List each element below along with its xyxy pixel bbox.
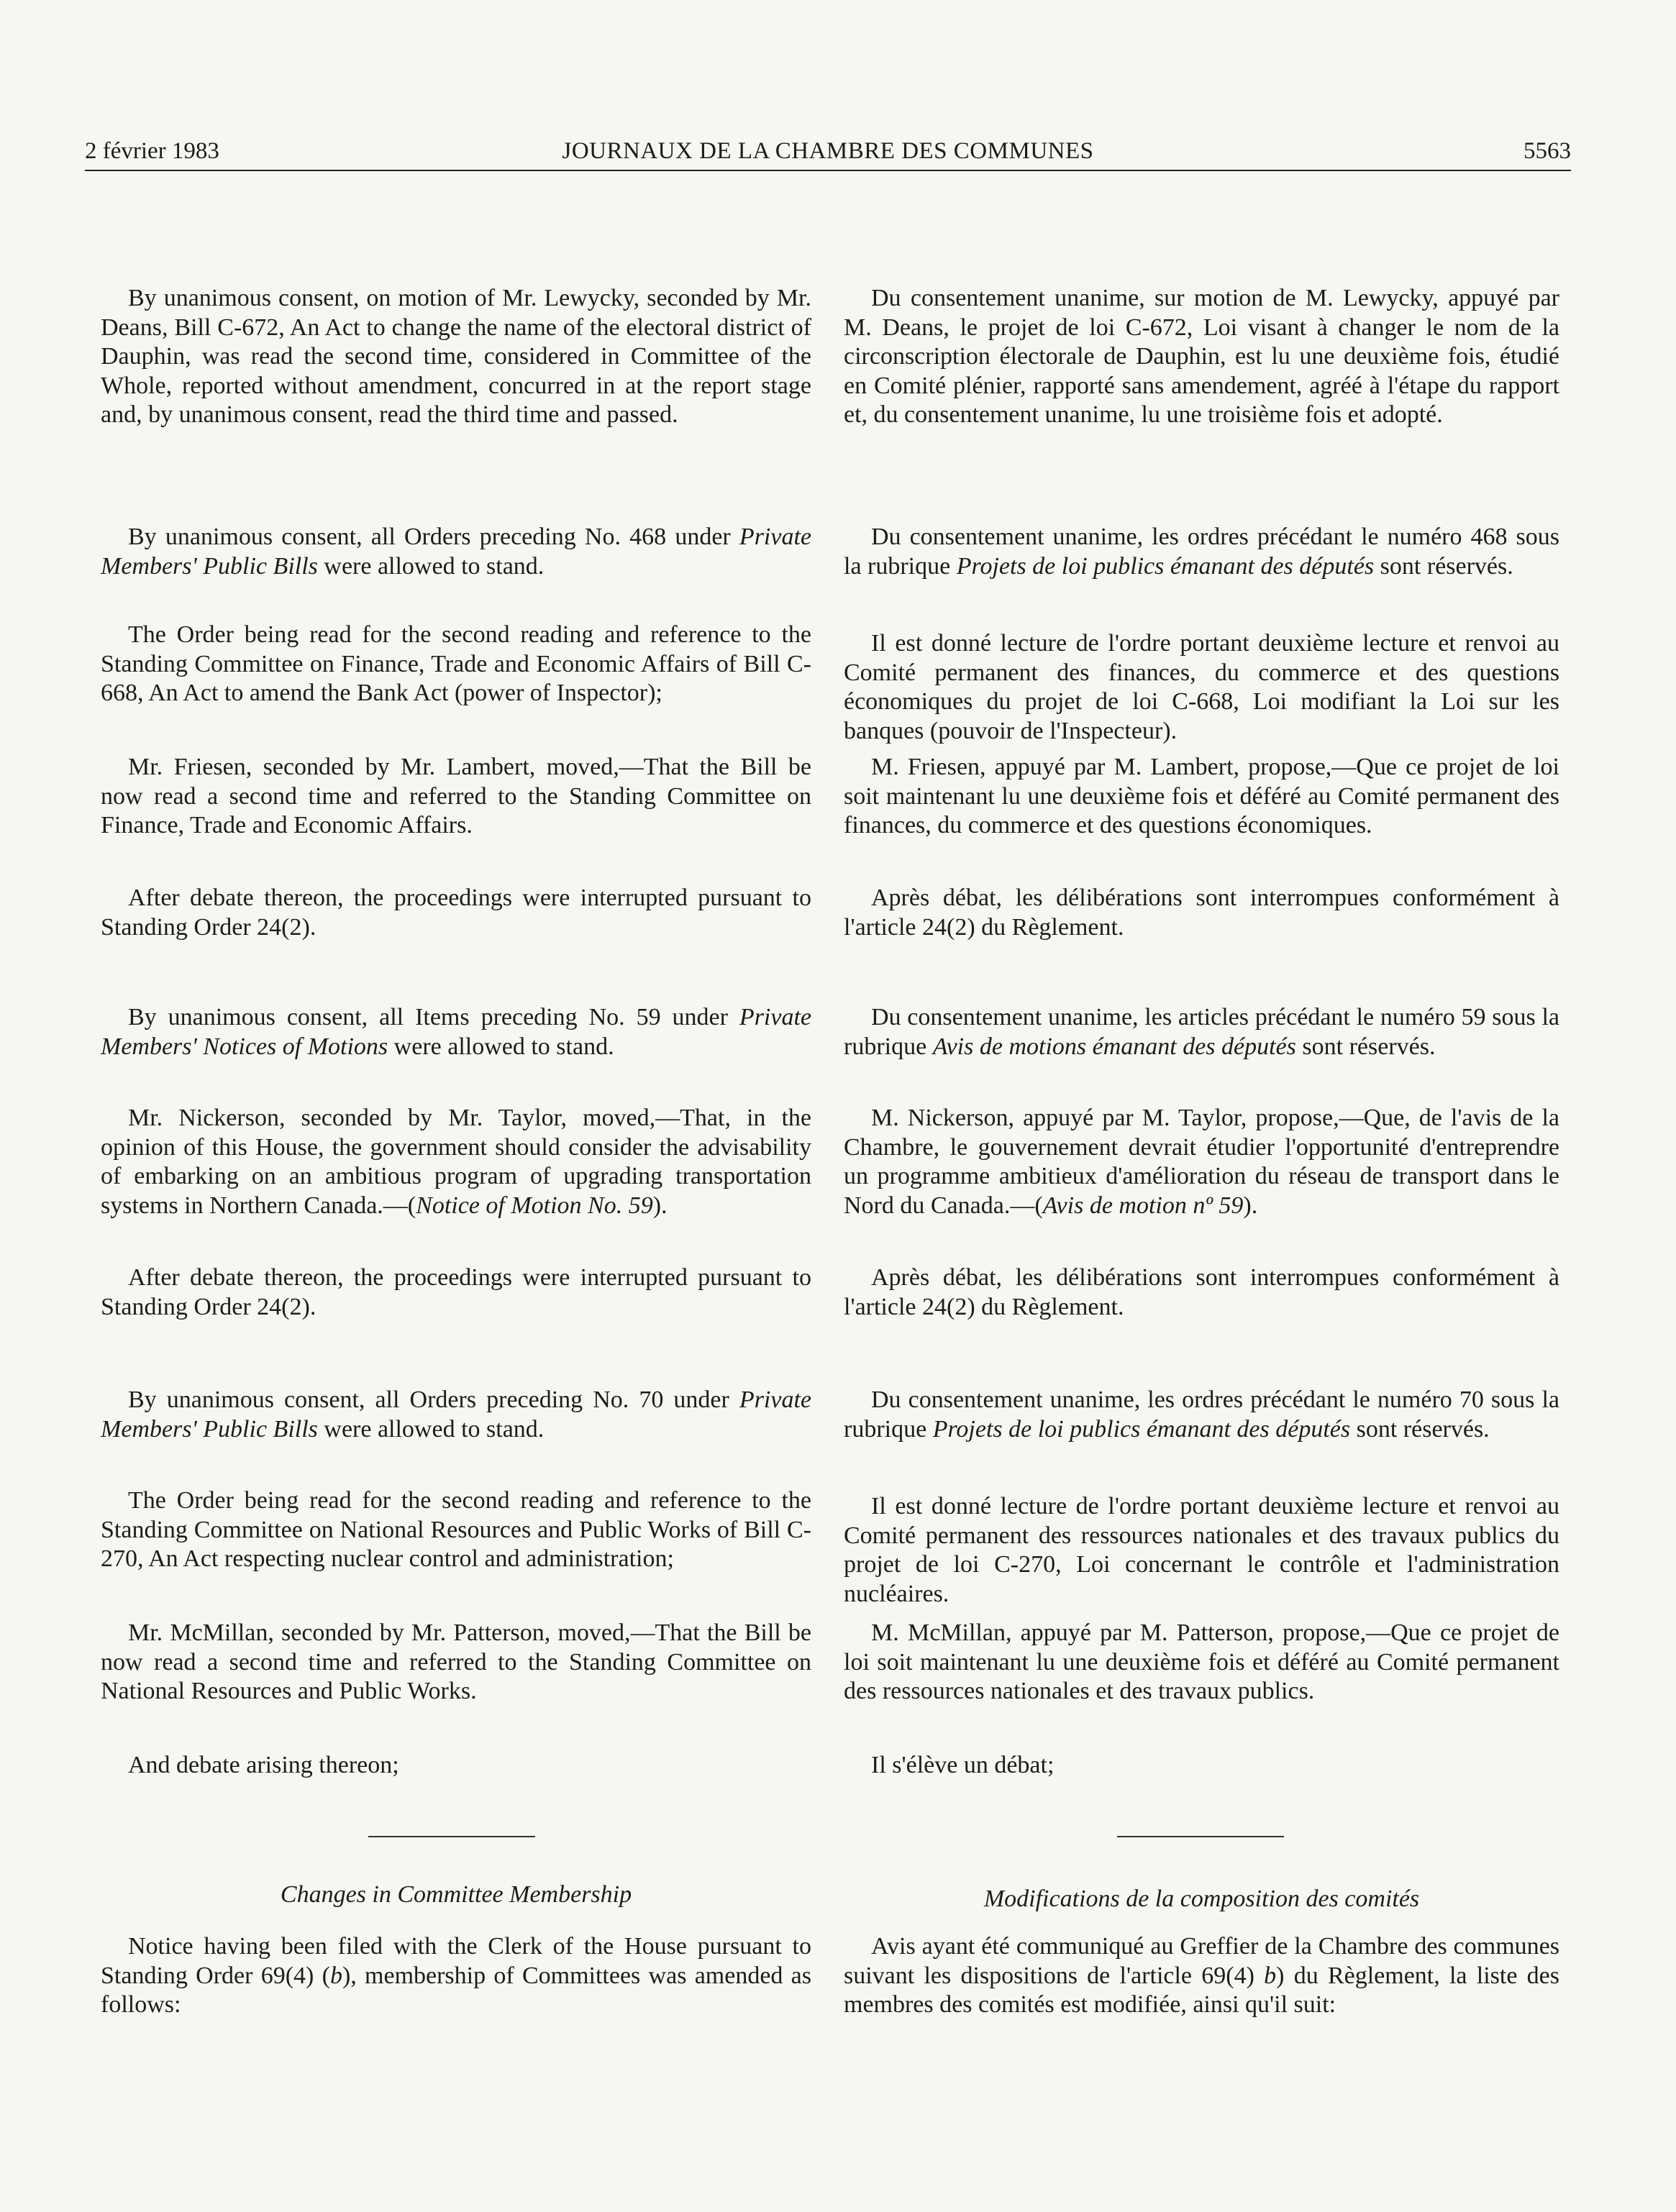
- en-italic-rubric: Private Members' Public Bills: [101, 524, 811, 580]
- fr-paragraph-friesen-motion: M. Friesen, appuyé par M. Lambert, propose,—Que ce projet de loi soit maintenant lu une deuxième fois et déféré au Comité permanent des finances, du commerce et des questions économiques.: [844, 754, 1559, 838]
- en-paragraph-items-59: [101, 1003, 811, 1061]
- fr-text: sont réservés.: [1295, 1033, 1436, 1060]
- en-section-divider: [368, 1836, 535, 1837]
- en-text: By unanimous consent, all Orders preceding No. 70 under: [128, 1386, 739, 1413]
- en-italic-rubric: Private Members' Notices of Motions: [101, 1004, 811, 1060]
- page-number: 5563: [1524, 138, 1571, 164]
- en-text: By unanimous consent, all Items preceding No. 59 under: [128, 1004, 739, 1030]
- en-text: Notice having been filed with the Clerk of the House pursuant to Standing Order 69(4) (: [101, 1933, 811, 1989]
- header-date: 2 février 1983: [85, 138, 219, 164]
- en-section-heading: Changes in Committee Membership: [280, 1881, 632, 1908]
- en-italic-letter: b: [329, 1962, 342, 1989]
- fr-paragraph-order-c668: Il est donné lecture de l'ordre portant deuxième lecture et renvoi au Comité permanent des finances, du commerce et des questions économiques du projet de loi C-668, Loi modifiant la Loi sur les banques (pouvoir de l'Inspecteur).: [844, 630, 1559, 744]
- en-paragraph-order-c270: The Order being read for the second reading and reference to the Standing Committee on National Resources and Public Works of Bill C-270, An Act respecting nuclear control and administration;: [101, 1487, 811, 1572]
- fr-paragraph-items-59: [844, 1003, 1559, 1061]
- en-text: were allowed to stand.: [388, 1033, 614, 1060]
- en-paragraph-nickerson-motion: [101, 1104, 811, 1220]
- fr-text: sont réservés.: [1374, 552, 1513, 580]
- en-paragraph-friesen-motion: Mr. Friesen, seconded by Mr. Lambert, moved,—That the Bill be now read a second time and referred to the Standing Committee on Finance, Trade and Economic Affairs.: [101, 754, 811, 838]
- en-paragraph-orders-468: [101, 523, 811, 581]
- fr-paragraph-mcmillan-motion: M. McMillan, appuyé par M. Patterson, propose,—Que ce projet de loi soit maintenant lu une deuxième fois et déféré au Comité permanent des ressources nationales et des travaux publics.: [844, 1619, 1559, 1704]
- fr-paragraph-debate-interrupted: Après débat, les délibérations sont interrompues conformément à l'article 24(2) du Règlement.: [844, 885, 1559, 941]
- fr-text: Du consentement unanime, les articles précédant le numéro 59 sous la rubrique: [844, 1004, 1559, 1060]
- fr-text: M. Nickerson, appuyé par M. Taylor, propose,—Que, de l'avis de la Chambre, le gouvernement devrait étudier l'opportunité d'entreprendre un programme ambitieux d'amélioration du réseau de transport dans le Nord du Canada.—(: [844, 1105, 1559, 1219]
- en-text: were allowed to stand.: [317, 1415, 545, 1443]
- fr-section-heading: Modifications de la composition des comités: [983, 1886, 1420, 1912]
- fr-text: sont réservés.: [1350, 1415, 1490, 1443]
- fr-text: ).: [1243, 1192, 1258, 1219]
- fr-section-divider: [1117, 1836, 1284, 1837]
- fr-paragraph-debate-arising: Il s'élève un débat;: [871, 1752, 1055, 1778]
- en-text: ).: [652, 1192, 668, 1219]
- fr-text: Du consentement unanime, les ordres précédant le numéro 70 sous la rubrique: [844, 1386, 1559, 1443]
- header-title: JOURNAUX DE LA CHAMBRE DES COMMUNES: [562, 138, 1094, 164]
- en-text: Mr. Nickerson, seconded by Mr. Taylor, moved,—That, in the opinion of this House, the government should consider the advisability of embarking on an ambitious program of upgrading transportation systems in Northern Canada.—(: [101, 1105, 811, 1219]
- en-paragraph-mcmillan-motion: Mr. McMillan, seconded by Mr. Patterson, moved,—That the Bill be now read a second time and referred to the Standing Committee on National Resources and Public Works.: [101, 1619, 811, 1704]
- en-italic-notice: Notice of Motion No. 59: [416, 1192, 653, 1219]
- fr-italic-rubric: Projets de loi publics émanant des députés: [932, 1415, 1351, 1443]
- fr-paragraph-debate-interrupted-2: Après débat, les délibérations sont interrompues conformément à l'article 24(2) du Règlement.: [844, 1264, 1559, 1320]
- en-text: were allowed to stand.: [317, 552, 545, 580]
- en-paragraph-debate-interrupted: After debate thereon, the proceedings were interrupted pursuant to Standing Order 24(2).: [101, 885, 811, 941]
- en-paragraph-debate-interrupted-2: After debate thereon, the proceedings were interrupted pursuant to Standing Order 24(2).: [101, 1264, 811, 1320]
- fr-italic-letter: b: [1264, 1962, 1277, 1989]
- fr-text: ) du Règlement, la liste des membres des comités est modifiée, ainsi qu'il suit:: [844, 1962, 1559, 2018]
- en-paragraph-orders-70: [101, 1386, 811, 1444]
- fr-paragraph-bill-c672: Du consentement unanime, sur motion de M. Lewycky, appuyé par M. Deans, le projet de loi C-672, Loi visant à changer le nom de la circonscription électorale de Dauphin, est lu une deuxième fois, étudié en Comité plénier, rapporté sans amendement, agréé à l'étape du rapport et, du consentement unanime, lu une troisième fois et adopté.: [844, 285, 1559, 428]
- en-paragraph-order-c668: The Order being read for the second reading and reference to the Standing Committee on Finance, Trade and Economic Affairs of Bill C-668, An Act to amend the Bank Act (power of Inspector);: [101, 621, 811, 706]
- fr-paragraph-orders-468: [844, 523, 1559, 581]
- en-italic-rubric: Private Members' Public Bills: [101, 1386, 811, 1443]
- page-header: [85, 132, 1571, 171]
- en-paragraph-notice-filed: [101, 1932, 811, 2020]
- fr-text: Du consentement unanime, les ordres précédant le numéro 468 sous la rubrique: [844, 524, 1559, 580]
- fr-text: Avis ayant été communiqué au Greffier de la Chambre des communes suivant les dispositions de l'article 69(4): [844, 1933, 1559, 1989]
- fr-italic-notice: Avis de motion nº 59: [1042, 1192, 1244, 1219]
- fr-paragraph-orders-70: [844, 1386, 1559, 1444]
- en-text: By unanimous consent, all Orders preceding No. 468 under: [128, 524, 739, 550]
- en-paragraph-debate-arising: And debate arising thereon;: [128, 1752, 399, 1778]
- en-text: ), membership of Committees was amended as follows:: [101, 1962, 811, 2018]
- fr-italic-rubric: Avis de motions émanant des députés: [932, 1033, 1296, 1060]
- fr-paragraph-nickerson-motion: [844, 1104, 1559, 1220]
- en-paragraph-bill-c672: By unanimous consent, on motion of Mr. Lewycky, seconded by Mr. Deans, Bill C-672, An Act to change the name of the electoral district of Dauphin, was read the second time, considered in Committee of the Whole, reported without amendment, concurred in at the report stage and, by unanimous consent, read the third time and passed.: [101, 285, 811, 428]
- fr-paragraph-order-c270: Il est donné lecture de l'ordre portant deuxième lecture et renvoi au Comité permanent des ressources nationales et des travaux publics du projet de loi C-270, Loi concernant le contrôle et l'administration nucléaires.: [844, 1493, 1559, 1607]
- fr-paragraph-notice-filed: [844, 1932, 1559, 2020]
- fr-italic-rubric: Projets de loi publics émanant des députés: [956, 552, 1375, 580]
